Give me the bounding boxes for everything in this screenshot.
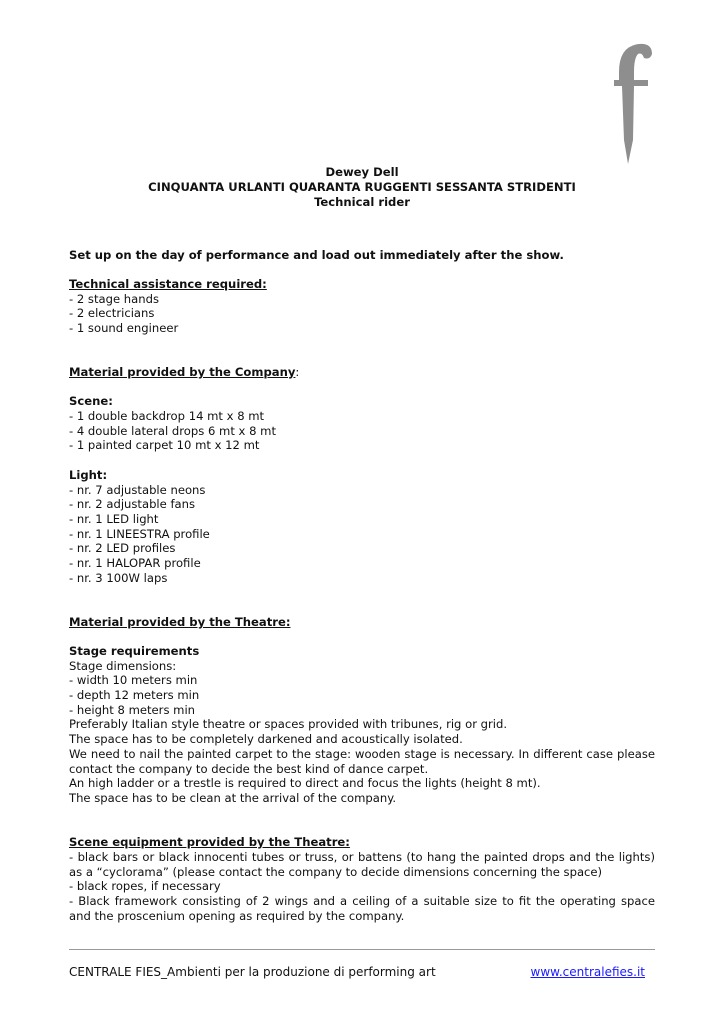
ladder-note: An high ladder or a trestle is required to direct and focus the lights (height 8 mt). [69,776,541,790]
list-item: - 1 painted carpet 10 mt x 12 mt [69,438,260,452]
stage-line: - height 8 meters min [69,703,196,717]
list-item: - nr. 2 adjustable fans [69,497,196,511]
company-name: Dewey Dell [325,165,399,179]
stage-line: Preferably Italian style theatre or spaces provided with tribunes, rig or grid. [69,717,508,731]
list-item: - 1 double backdrop 14 mt x 8 mt [69,409,265,423]
technical-assistance-heading: Technical assistance required: [69,277,267,291]
company-material-heading-row [69,365,299,380]
list-item: - nr. 7 adjustable neons [69,483,206,497]
carpet-note: We need to nail the painted carpet to the stage: wooden stage is necessary. In different case please contact the company to decide the best kind of dance carpet. [69,747,655,776]
footer-website-link[interactable]: www.centralefies.it [530,965,645,979]
stage-line: - depth 12 meters min [69,688,200,702]
heading-colon: : [295,365,300,379]
footer-text: CENTRALE FIES_Ambienti per la produzione di performing art [69,965,436,979]
footer-divider [69,949,655,950]
scene-heading: Scene: [69,394,113,408]
clean-note: The space has to be clean at the arrival of the company. [69,791,397,805]
list-item: - 2 electricians [69,306,155,320]
list-item: - nr. 1 LED light [69,512,159,526]
scene-equipment-item: - black ropes, if necessary [69,879,221,893]
list-item: - nr. 2 LED profiles [69,541,176,555]
scene-equipment-item: - Black framework consisting of 2 wings and a ceiling of a suitable size to fit the operating space and the proscenium opening as required by the company. [69,894,655,923]
company-material-heading: Material provided by the Company [69,365,296,379]
stage-line: Stage dimensions: [69,659,177,673]
list-item: - nr. 1 LINEESTRA profile [69,527,210,541]
setup-note: Set up on the day of performance and load out immediately after the show. [69,248,564,262]
light-heading: Light: [69,468,108,482]
stage-line: - width 10 meters min [69,673,198,687]
fies-logo-icon [606,40,656,166]
stage-requirements-heading: Stage requirements [69,644,200,658]
list-item: - 2 stage hands [69,292,159,306]
list-item: - 1 sound engineer [69,321,179,335]
scene-equipment-item: - black bars or black innocenti tubes or truss, or battens (to hang the painted drops and the lights) as a “cyclorama” (please contact the company to decide dimensions concerning the space) [69,850,655,879]
list-item: - nr. 1 HALOPAR profile [69,556,201,570]
stage-line: The space has to be completely darkened and acoustically isolated. [69,732,463,746]
list-item: - nr. 3 100W laps [69,571,168,585]
scene-equipment-heading: Scene equipment provided by the Theatre: [69,835,350,849]
list-item: - 4 double lateral drops 6 mt x 8 mt [69,424,276,438]
document-title: CINQUANTA URLANTI QUARANTA RUGGENTI SESSANTA STRIDENTI [148,180,576,194]
document-subtitle: Technical rider [314,195,410,209]
theatre-material-heading: Material provided by the Theatre: [69,615,291,629]
